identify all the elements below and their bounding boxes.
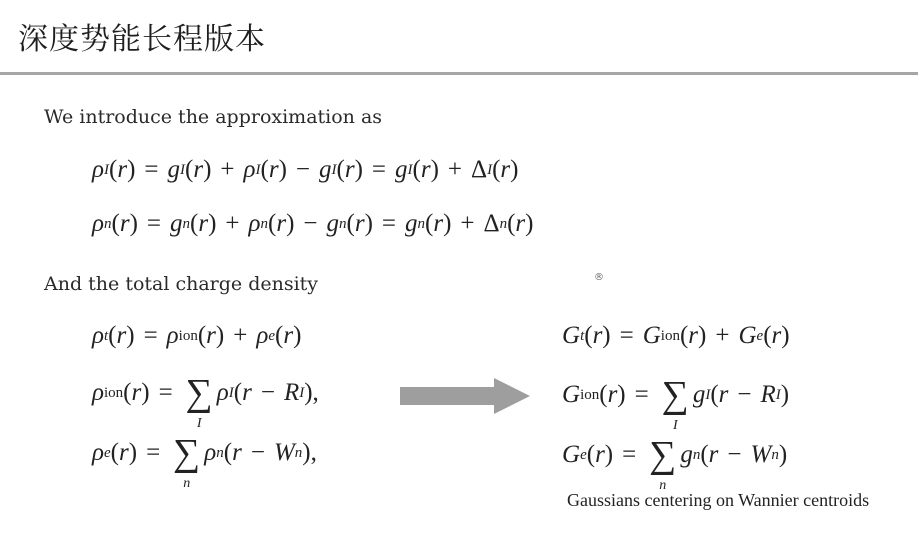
equation-rho-I: ρ I ( r ) = g I ( r ) + ρ I ( r ) − g I ( r ) = g I ( r ) + Δ I ( r ) <box>92 156 519 183</box>
sum-symbol: ∑ n <box>649 434 677 493</box>
equation-rho-e: ρ e ( r ) = ∑ n ρ n ( r − W n ) , <box>92 432 317 491</box>
wannier-note: Gaussians centering on Wannier centroids <box>567 490 870 510</box>
total-charge-text: And the total charge density <box>44 273 319 295</box>
sum-symbol: ∑ I <box>185 372 213 431</box>
equation-rho-ion: ρ ion ( r ) = ∑ I ρ I ( r − R I ) , <box>92 372 319 431</box>
sum-symbol: ∑ I <box>661 374 689 433</box>
decorative-mark: ® <box>594 272 604 283</box>
sum-symbol: ∑ n <box>173 432 201 491</box>
equation-G-ion: G ion ( r ) = ∑ I g I ( r − R I ) <box>562 374 790 433</box>
slide-title: 深度势能长程版本 <box>18 22 266 57</box>
equation-G-t: G t ( r ) = G ion ( r ) + G e ( r ) <box>562 322 790 349</box>
equation-G-e: G e ( r ) = ∑ n g n ( r − W n ) <box>562 434 788 493</box>
equation-rho-t: ρ t ( r ) = ρ ion ( r ) + ρ e ( r ) <box>92 322 302 349</box>
equation-rho-n: ρ n ( r ) = g n ( r ) + ρ n ( r ) − g n ( r ) = g n ( r ) + Δ n ( r ) <box>92 210 534 237</box>
right-arrow-icon <box>398 376 532 416</box>
title-divider <box>0 72 918 75</box>
intro-text: We introduce the approximation as <box>44 106 383 128</box>
